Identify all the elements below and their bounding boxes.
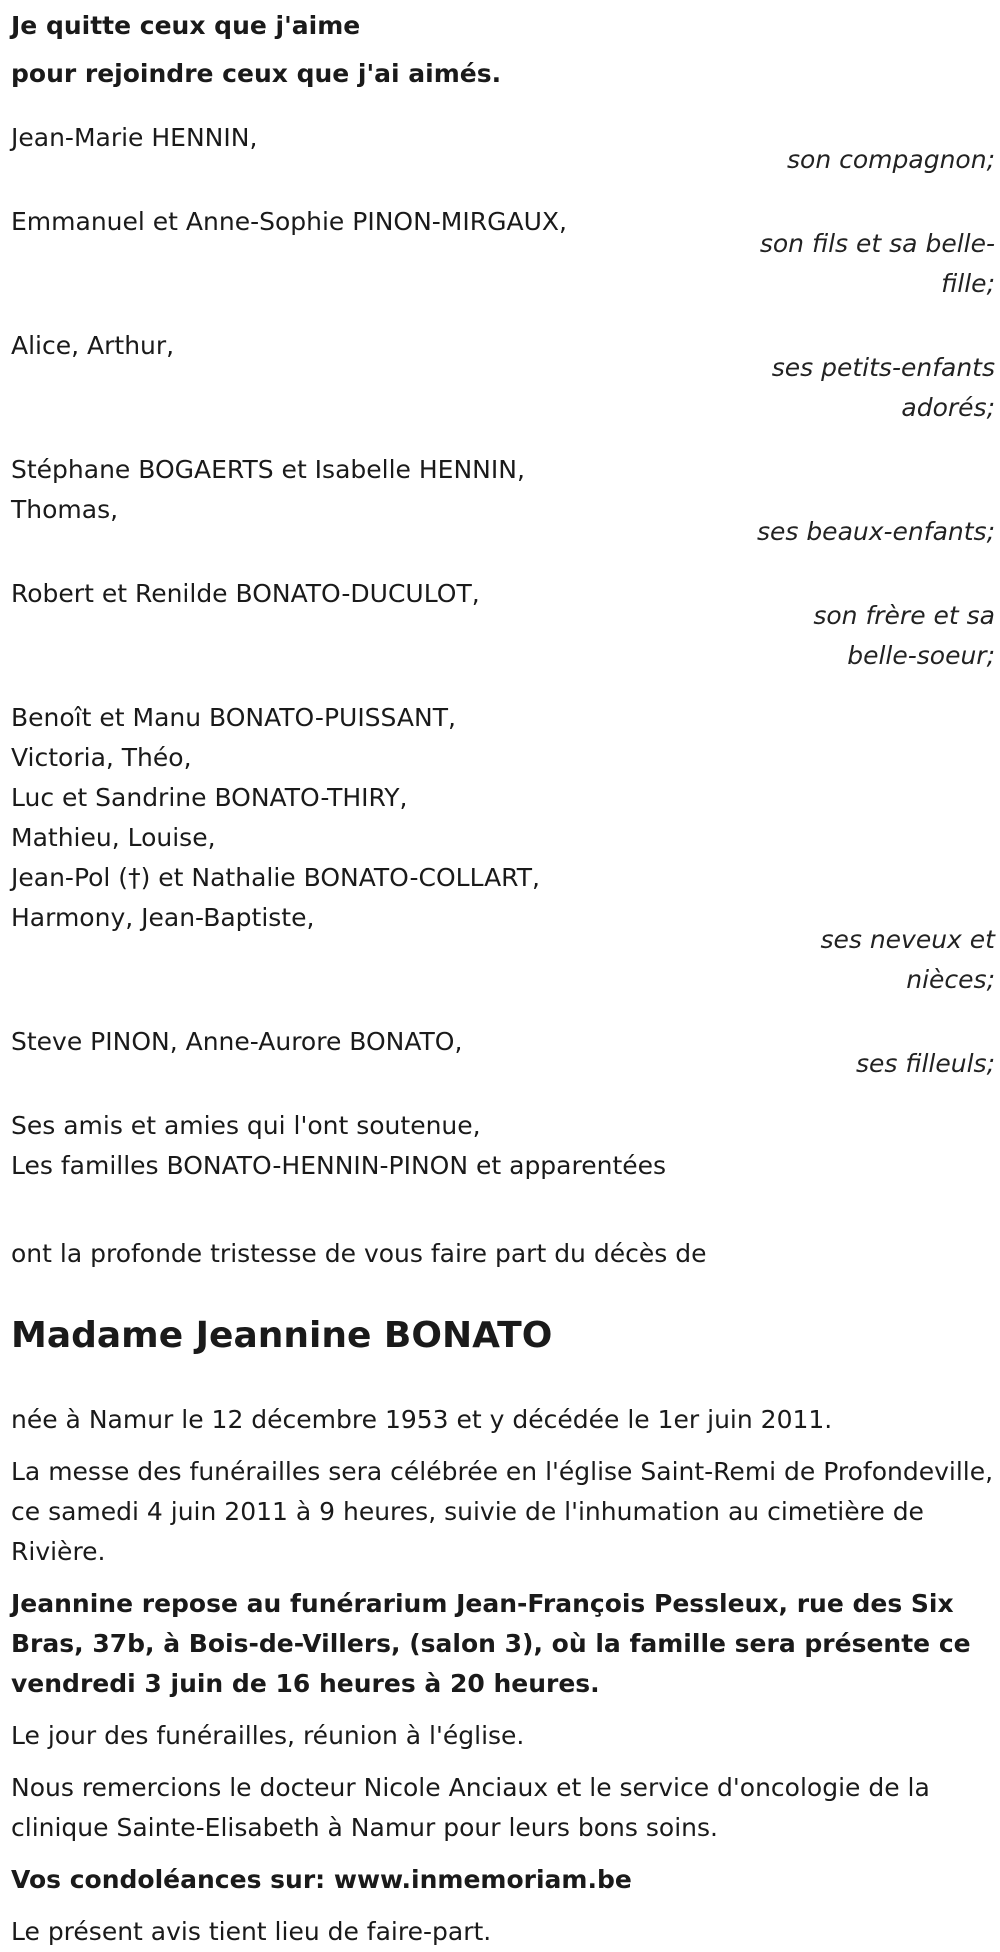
detail-paragraph: Le jour des funérailles, réunion à l'église. xyxy=(11,1721,525,1750)
family-group xyxy=(11,574,1000,676)
family-name-line: Benoît et Manu BONATO-PUISSANT, xyxy=(11,703,456,732)
family-names xyxy=(11,1106,731,1186)
family-group xyxy=(11,1022,1000,1084)
family-name-line: Jean-Marie HENNIN, xyxy=(11,123,258,152)
family-name-line: Steve PINON, Anne-Aurore BONATO, xyxy=(11,1027,463,1056)
family-name-line: Mathieu, Louise, xyxy=(11,823,216,852)
family-group xyxy=(11,1106,1000,1186)
detail-paragraph: Nous remercions le docteur Nicole Anciaux et le service d'oncologie de la clinique Sainte-Elisabeth à Namur pour leurs bons soins. xyxy=(11,1773,930,1842)
family-relation: ses neveux et nièces; xyxy=(820,925,995,994)
detail-paragraph: La messe des funérailles sera célébrée en l'église Saint-Remi de Profondeville, ce samedi 4 juin 2011 à 9 heures, suivie de l'inhumation au cimetière de Rivière. xyxy=(11,1457,994,1566)
family-relation: son fils et sa belle-fille; xyxy=(759,229,995,298)
family-name-line: Les familles BONATO-HENNIN-PINON et apparentées xyxy=(11,1151,667,1180)
family-group xyxy=(11,450,1000,552)
family-relation: son frère et sa belle-soeur; xyxy=(813,601,995,670)
family-name-line: Emmanuel et Anne-Sophie PINON-MIRGAUX, xyxy=(11,207,567,236)
epigraph xyxy=(11,2,1000,98)
family-name-line: Stéphane BOGAERTS et Isabelle HENNIN, xyxy=(11,455,525,484)
obituary-notice xyxy=(0,2,1000,1952)
family-name-line: Robert et Renilde BONATO-DUCULOT, xyxy=(11,579,480,608)
family-names xyxy=(11,202,731,304)
family-group xyxy=(11,118,1000,180)
family-relation: ses beaux-enfants; xyxy=(756,517,995,546)
announcement-text: ont la profonde tristesse de vous faire part du décès de xyxy=(11,1239,707,1268)
family-relation: son compagnon; xyxy=(787,145,995,174)
detail-paragraph: Le présent avis tient lieu de faire-part. xyxy=(11,1917,492,1946)
family-list xyxy=(11,118,1000,1186)
family-name-line: Victoria, Théo, xyxy=(11,743,192,772)
epigraph-line-2: pour rejoindre ceux que j'ai aimés. xyxy=(11,59,502,88)
detail-paragraph: Jeannine repose au funérarium Jean-François Pessleux, rue des Six Bras, 37b, à Bois-de-Villers, (salon 3), où la famille sera présente ce vendredi 3 juin de 16 heures à 20 heures. xyxy=(11,1589,971,1698)
family-names xyxy=(11,1022,731,1084)
family-relation xyxy=(745,1106,1000,1186)
deceased-name: Madame Jeannine BONATO xyxy=(11,1315,553,1356)
family-name-line: Alice, Arthur, xyxy=(11,331,175,360)
family-names xyxy=(11,450,731,552)
family-relation: ses petits-enfants adorés; xyxy=(771,353,995,422)
family-name-line: Jean-Pol (†) et Nathalie BONATO-COLLART, xyxy=(11,863,540,892)
family-names xyxy=(11,698,731,1000)
details-section xyxy=(11,1400,1000,1952)
detail-paragraph: née à Namur le 12 décembre 1953 et y décédée le 1er juin 2011. xyxy=(11,1405,833,1434)
family-names xyxy=(11,326,731,428)
family-name-line: Harmony, Jean-Baptiste, xyxy=(11,903,315,932)
family-group xyxy=(11,202,1000,304)
family-group xyxy=(11,698,1000,1000)
epigraph-line-1: Je quitte ceux que j'aime xyxy=(11,11,361,40)
family-name-line: Thomas, xyxy=(11,495,119,524)
family-relation: ses filleuls; xyxy=(855,1049,995,1078)
family-names xyxy=(11,118,731,180)
family-names xyxy=(11,574,731,676)
family-name-line: Ses amis et amies qui l'ont soutenue, xyxy=(11,1111,481,1140)
family-name-line: Luc et Sandrine BONATO-THIRY, xyxy=(11,783,408,812)
family-group xyxy=(11,326,1000,428)
detail-paragraph[interactable]: Vos condoléances sur: www.inmemoriam.be xyxy=(11,1865,632,1894)
